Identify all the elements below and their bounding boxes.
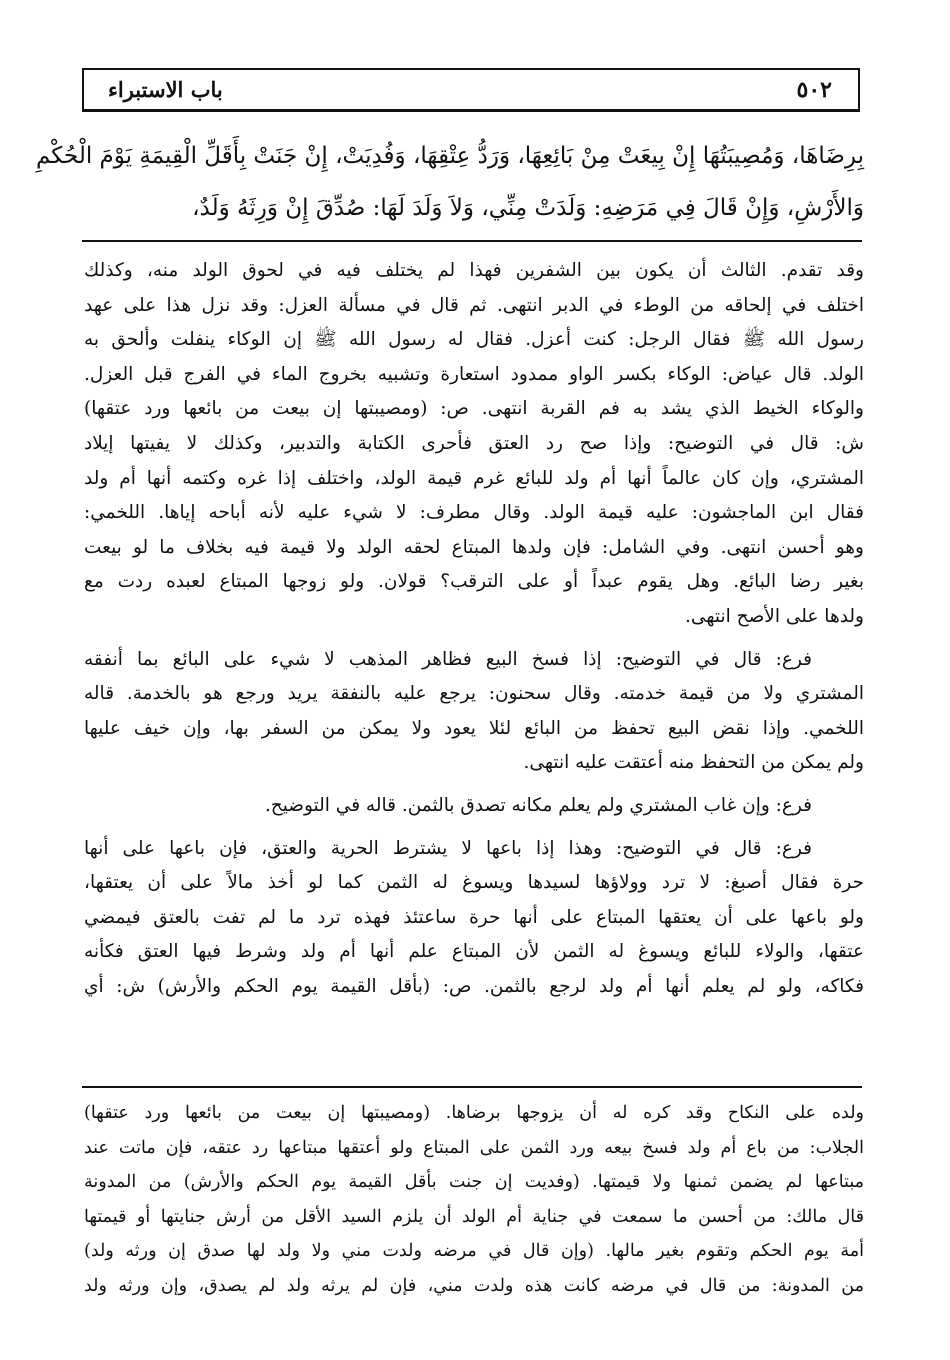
main-text-line: بِرِضَاهَا، وَمُصِيبَتُهَا إِنْ بِيعَتْ مِنْ بَائِعِهَا، وَرَدُّ عِتْقِهَا، وَفُدِيَتْ، إِنْ جَنَتْ بِأَقَلِّ الْقِيمَةِ يَوْمَ الْحُكْمِ <box>35 143 864 169</box>
commentary-line: ولم يمكن من التحفظ منه أعتقت عليه انتهى. <box>523 752 864 774</box>
commentary-line: الولد. قال عياض: الوكاء بكسر الواو ممدود استعارة وتشبيه بخروج الماء في الفرج قبل العزل. <box>84 363 864 385</box>
commentary-line: وهو أحسن انتهى. وفي الشامل: فإن ولدها المبتاع لحقه الولد ولا قيمة فيه بخلاف ما لو بيعت <box>84 536 864 558</box>
commentary-line: ولدها على الأصح انتهى. <box>685 605 864 627</box>
commentary-line: رسول الله ﷺ فقال الرجل: كنت أعزل. فقال له رسول الله ﷺ إن الوكاء ينفلت وألحق به <box>84 329 864 351</box>
commentary-text <box>84 254 864 1004</box>
commentary-line: المشتري، وإن كان عالماً أنها أم ولد للبائع غرم قيمة الولد، واختلف إذا غره وكتمه أنها أم ولد <box>84 467 864 489</box>
commentary-line: فرع: وإن غاب المشتري ولم يعلم مكانه تصدق بالثمن. قاله في التوضيح. <box>264 794 812 816</box>
commentary-line: والوكاء الخيط الذي يشد به فم القربة انتهى. ص: (ومصيبتها إن بيعت من بائعها ورد عتقها) <box>84 398 864 420</box>
page-header <box>82 68 860 112</box>
footnotes <box>84 1096 864 1304</box>
commentary-line: حرة فقال أصبغ: لا ترد وولاؤها لسيدها ويسوغ له الثمن كما لو أخذ مالاً على أن يعتقها، <box>84 872 864 894</box>
commentary-line: ش: قال في التوضيح: وإذا صح رد العتق فأحرى الكتابة والتدبير، وكذلك لا يفيتها إيلاد <box>84 432 864 454</box>
divider-line <box>82 240 862 242</box>
page-number: ٥٠٢ <box>796 77 832 103</box>
main-text-line: وَالأَرْشِ، وَإِنْ قَالَ فِي مَرَضِهِ: وَلَدَتْ مِنِّي، وَلاَ وَلَدَ لَهَا: صُدِّقَ إِنْ وَرِثَهُ وَلَدٌ، <box>192 195 864 221</box>
commentary-line: اختلف في إلحاقه من الوطء في الدبر انتهى. ثم قال في مسألة العزل: وقد نزل هذا على عهد <box>84 294 864 316</box>
commentary-line: اللخمي. وإذا نقض البيع تحفظ من البائع لئلا يعود ولا يمكن من السفر بها، وإن خيف عليها <box>84 717 864 739</box>
footnote-line: أمة يوم الحكم وتقوم بغير مالها. (وإن قال في مرضه ولدت مني ولا ولد لها صدق إن ورثه ولد) <box>84 1241 864 1262</box>
commentary-line: عتقها، والولاء للبائع ويسوغ له الثمن لأن المبتاع علم أنها أم ولد وشرط فيها العتق فكأنه <box>84 941 864 963</box>
footnote-line: ولده على النكاح وقد كره له أن يزوجها برضاها. (ومصيبتها إن بيعت من بائعها ورد عتقها) <box>84 1103 864 1123</box>
commentary-line: فرع: قال في التوضيح: إذا فسخ البيع فظاهر المذهب لا شيء على البائع بما أنفقه <box>84 648 812 670</box>
commentary-line: فكاكه، ولو لم يعلم أنها أم ولد لرجع بالثمن. ص: (بأقل القيمة يوم الحكم والأرش) ش: أي <box>84 975 864 997</box>
commentary-line: المشتري ولا من قيمة خدمته. وقال سحنون: يرجع عليه بالنفقة يريد ورجع هو بالخدمة. قاله <box>84 683 864 705</box>
commentary-line: فقال ابن الماجشون: عليه قيمة الولد. وقال مطرف: لا شيء عليه لأنه أباحه إياها. اللخمي: <box>84 502 864 524</box>
footnote-divider <box>82 1086 862 1088</box>
chapter-title: باب الاستبراء <box>108 77 223 102</box>
footnote-line: من المدونة: من قال في مرضه كانت هذه ولدت مني، فإن لم يرثه ولد لم يصدق، وإن ورثه ولد <box>84 1275 864 1296</box>
commentary-line: بغير رضا البائع. وهل يقوم عبداً أو على الترقب؟ قولان. ولو زوجها المبتاع لعبده ردت مع <box>84 571 864 593</box>
commentary-line: فرع: قال في التوضيح: وهذا إذا باعها لا يشترط الحرية والعتق، فإن باعها على أنها <box>84 837 812 859</box>
commentary-line: وقد تقدم. الثالث أن يكون بين الشفرين فهذا لم يختلف فيه في لحوق الولد منه، وكذلك <box>84 260 864 281</box>
main-text <box>35 130 864 234</box>
footnote-line: قال مالك: من أحسن ما سمعت في جناية أم الولد أن يلزم السيد الأقل من أرش جنايتها أو قيمتها <box>84 1206 864 1227</box>
footnote-line: مبتاعها لم يضمن ثمنها ولا قيمتها. (وفديت إن جنت بأقل القيمة يوم الحكم والأرش) من المدونة <box>84 1172 864 1193</box>
commentary-line: ولو باعها على أن يعتقها المبتاع على أنها حرة ساعتئذ فهذه ترد ما لم تفت بالعتق فيمضي <box>84 906 864 928</box>
footnote-line: الجلاب: من باع أم ولد فسخ بيعه ورد الثمن على المبتاع ولو أعتقها مبتاعها رد عتقه، فإن ماتت عند <box>84 1137 864 1158</box>
